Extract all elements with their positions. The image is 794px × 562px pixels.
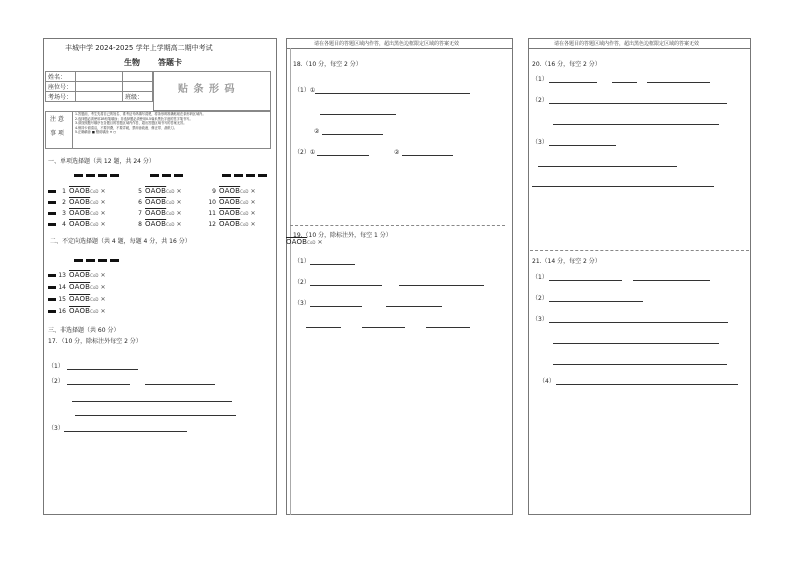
q19-heading: 19.（10 分，除标注外，每空 1 分） [293,232,392,239]
answer-line[interactable] [553,343,719,344]
exam-no-field[interactable] [76,92,123,102]
column-header-note: 请在各题目的答题区域内作答，超出黑色边框限定区域的答案无效 [314,41,460,47]
column-header-note: 请在各题目的答题区域内作答，超出黑色边框限定区域的答案无效 [554,41,700,47]
answer-line[interactable] [145,384,215,385]
answer-line[interactable] [72,401,232,402]
choice-row[interactable]: 15 OAOBCoD ✕ [48,295,106,304]
answer-line[interactable] [386,306,442,307]
choice-row[interactable]: 11 OAOBCoD ✕ [208,209,256,217]
name-label: 姓名： [46,72,76,82]
q18-part-1-label: （1）① [294,87,316,94]
answer-line[interactable] [75,415,236,416]
answer-line[interactable] [399,285,484,286]
answer-line[interactable] [362,327,405,328]
answer-line[interactable] [426,327,470,328]
answer-line[interactable] [67,369,138,370]
choice-row[interactable]: 16 OAOBCoD ✕ [48,307,106,316]
answer-line[interactable] [633,280,710,281]
choice-row[interactable]: OAOBCoD ✕ [286,238,323,246]
mark-bar [110,174,119,177]
q17-heading: 17．（10 分，除标注外每空 2 分） [48,338,142,345]
seat-field-2[interactable] [123,82,153,92]
section-3-heading: 三、非选择题（共 60 分） [48,327,120,334]
answer-line[interactable] [317,155,369,156]
mark-bar [258,174,267,177]
answer-line[interactable] [549,103,727,104]
notice-line: 2.选择题必须使用2B铅笔填涂；非选择题必须使用0.5毫米黑色字迹的签字笔书写。 [75,116,193,121]
q21-part-2-label: （2） [532,295,548,302]
seat-label: 座位号： [46,82,76,92]
q20-part-3-label: （3） [532,139,548,146]
column-2-frame [286,38,513,515]
answer-line[interactable] [315,93,470,94]
section-1-heading: 一、单项选择题（共 12 题，共 24 分） [48,158,155,165]
choice-row[interactable]: 2 OAOBCoD ✕ [48,198,106,207]
answer-line[interactable] [402,155,453,156]
notice-divider [72,111,73,149]
q17-part-2-label: （2） [48,378,64,385]
answer-line[interactable] [64,431,187,432]
seat-field[interactable] [76,82,123,92]
section-2-heading: 二、不定向选择题（共 4 题，每题 4 分，共 16 分） [50,238,191,245]
class-label: 班级： [123,92,153,102]
answer-line[interactable] [549,280,622,281]
mark-bar [246,174,255,177]
answer-line[interactable] [310,285,382,286]
column-3-frame [528,38,751,515]
choice-row[interactable]: 5 OAOBCoD ✕ [138,187,182,195]
answer-line[interactable] [322,134,383,135]
answer-line[interactable] [647,82,710,83]
notice-line: 3.请按照题号顺序在各题目的答题区域内作答，超出答题区域书写的答案无效。 [75,121,187,126]
choice-row[interactable]: 3 OAOBCoD ✕ [48,209,106,218]
mark-bar [98,174,107,177]
choice-row[interactable]: 10 OAOBCoD ✕ [208,198,256,206]
notice-line: 4.保持卡面清洁，不要折叠，不要弄破，禁用涂改液、修正带、刮纸刀。 [75,125,177,130]
mark-bar [86,174,95,177]
answer-line[interactable] [549,145,616,146]
answer-line[interactable] [532,186,714,187]
answer-line[interactable] [549,301,643,302]
choice-row[interactable]: 1 OAOBCoD ✕ [48,187,106,196]
q17-part-3-label: （3） [48,425,64,432]
mark-bar [222,174,231,177]
barcode-label: 贴 条 形 码 [178,84,236,95]
notice-text [75,112,270,135]
mark-bar [74,174,83,177]
subject-label: 生物 [124,58,140,67]
q20-heading: 20.（16 分，每空 2 分） [532,61,601,68]
answer-line[interactable] [538,166,677,167]
exam-no-label: 考场号： [46,92,76,102]
student-info-table [45,71,153,102]
answer-line[interactable] [310,306,362,307]
answer-line[interactable] [549,82,597,83]
choice-row[interactable]: 9 OAOBCoD ✕ [212,187,256,195]
q18-heading: 18.（10 分，每空 2 分） [293,61,362,68]
mark-bar [86,259,95,262]
q21-heading: 21.（14 分，每空 2 分） [532,258,601,265]
name-field-2[interactable] [123,72,153,82]
q20-part-1-label: （1） [532,76,548,83]
card-label: 答题卡 [158,58,182,67]
school-title: 丰城中学 2024-2025 学年上学期高二期中考试 [65,44,213,52]
q18-part-2-label: （2）① [294,149,316,156]
q19-part-2-label: （2） [294,279,310,286]
answer-line[interactable] [553,124,719,125]
choice-row[interactable]: 8 OAOBCoD ✕ [138,220,182,228]
choice-row[interactable]: 13 OAOBCoD ✕ [48,271,106,280]
answer-line[interactable] [306,327,341,328]
answer-line[interactable] [549,322,728,323]
answer-line[interactable] [612,82,637,83]
q17-part-1-label: （1） [48,363,64,370]
answer-line[interactable] [320,114,396,115]
mark-bar [174,174,183,177]
mark-bar [74,259,83,262]
notice-line: 1.答题前，考生先将自己的姓名、准考证号码填写清楚，将条形码准确粘贴在条形码区域内。 [75,112,206,116]
q20-part-2-label: （2） [532,97,548,104]
header-divider [528,48,751,49]
answer-line[interactable] [310,264,355,265]
answer-line[interactable] [556,384,738,385]
notice-label-1: 注 意 [50,116,64,123]
choice-row[interactable]: 12 OAOBCoD ✕ [208,220,256,228]
answer-line[interactable] [553,364,727,365]
mark-bar [150,174,159,177]
answer-line[interactable] [67,384,130,385]
mark-bar [234,174,243,177]
q19-part-3-label: （3） [294,300,310,307]
notice-label-2: 事 项 [50,130,64,137]
inner-divider [290,48,291,515]
choice-row[interactable]: 14 OAOBCoD ✕ [48,283,106,292]
q18-part-1b-label: ② [314,128,320,135]
q21-part-1-label: （1） [532,274,548,281]
name-field[interactable] [76,72,123,82]
dashed-separator [290,225,505,226]
choice-row[interactable]: 4 OAOBCoD ✕ [48,220,106,229]
notice-line: 5.正确填涂 ■ 错误填涂 ✕ ○ [75,130,117,135]
q18-part-2b-label: ② [394,149,400,156]
dashed-separator [530,250,749,251]
q19-part-1-label: （1） [294,258,310,265]
q21-part-3-label: （3） [532,316,548,323]
mark-bar [110,259,119,262]
mark-bar [98,259,107,262]
choice-row[interactable]: 6 OAOBCoD ✕ [138,198,182,206]
choice-row[interactable]: 7 OAOBCoD ✕ [138,209,182,217]
header-divider [286,48,513,49]
mark-bar [162,174,171,177]
q21-part-4-label: （4） [539,378,555,385]
